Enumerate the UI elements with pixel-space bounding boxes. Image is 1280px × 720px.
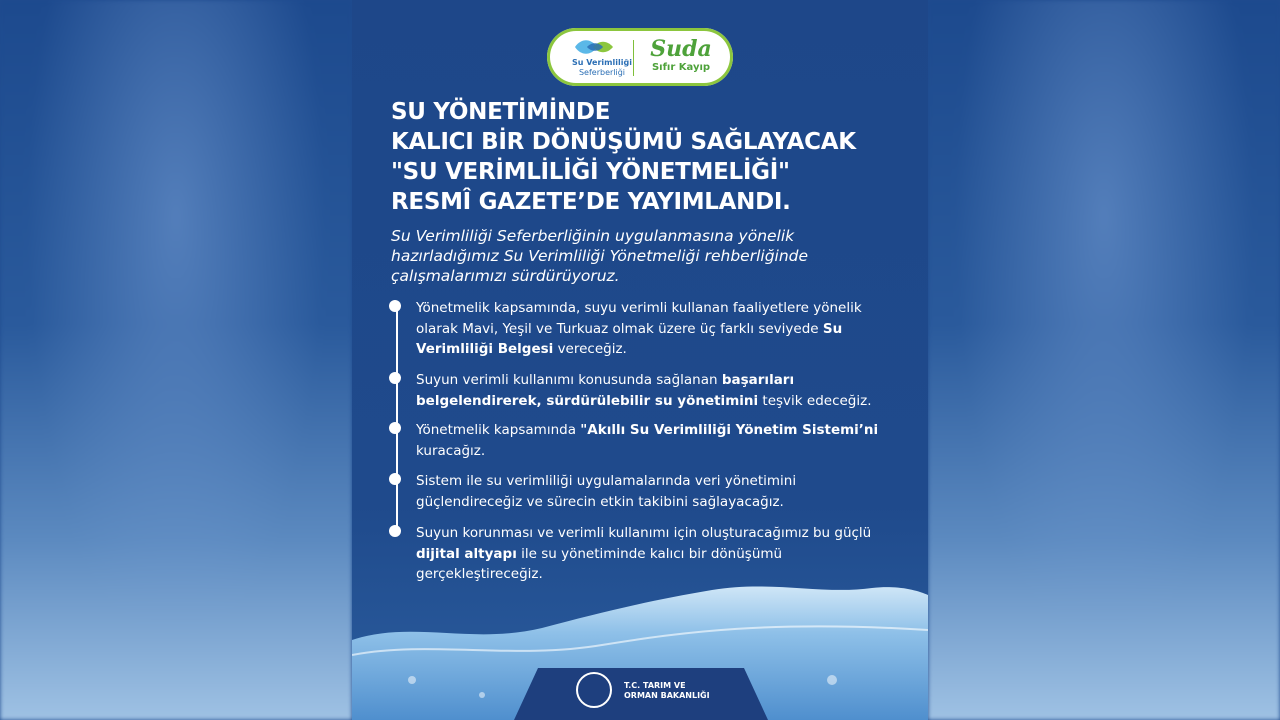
list-item-text (416, 300, 862, 357)
ministry-name (624, 681, 734, 701)
headline-line: RESMÎ GAZETE’DE YAYIMLANDI. (391, 189, 791, 215)
list-item (416, 370, 906, 411)
logo-suda: Suda (650, 36, 712, 62)
body-text: vereceğiz. (553, 341, 627, 357)
bullet-dot (389, 525, 401, 537)
list-item (416, 471, 906, 512)
emphasis-text: "Akıllı Su Verimliliği Yönetim Sistemi’ni (580, 422, 879, 438)
ministry-line2: ORMAN BAKANLIĞI (624, 691, 710, 700)
list-item-text (416, 422, 878, 459)
headline-line: SU YÖNETİMİNDE (391, 99, 611, 125)
body-text: teşvik edeceğiz. (758, 392, 872, 409)
campaign-logo (547, 28, 733, 86)
water-drop-logo-icon (573, 36, 615, 58)
body-text: kuracağız. (416, 442, 486, 459)
emphasis-text: dijital altyapı (416, 545, 517, 562)
logo-divider (633, 40, 634, 76)
subtitle (391, 226, 891, 286)
list-item-text (416, 372, 872, 409)
logo-sifir-kayip: Sıfır Kayıp (651, 62, 711, 73)
list-item (416, 298, 906, 360)
timeline-line (396, 304, 398, 534)
subtitle-line: Su Verimliliği Seferberliğinin uygulanmasına yönelik (391, 227, 795, 245)
emphasis-text: başarıları belgelendirerek, sürdürülebilir su yönetimini (416, 372, 795, 409)
subtitle-line: hazırladığımız Su Verimliliği Yönetmeliği rehberliğinde (391, 247, 809, 265)
body-text: ile su yönetiminde kalıcı bir dönüşümü gerçekleştireceğiz. (416, 545, 783, 582)
logo-campaign-name (567, 58, 637, 78)
headline-line: KALICI BİR DÖNÜŞÜMÜ SAĞLAYACAK (391, 129, 856, 155)
emphasis-text: Su Verimliliği Belgesi (416, 320, 843, 357)
logo-left-line1: Su Verimliliği (572, 58, 632, 67)
body-text: Yönetmelik kapsamında, suyu verimli kullanan faaliyetlere yönelik olarak Mavi, Yeşil ve Turkuaz olmak üzere üç farklı seviyede (416, 300, 862, 337)
list-item (416, 420, 906, 461)
list-item-text (416, 473, 796, 510)
logo-left-line2: Seferberliği (578, 68, 626, 77)
body-text: Suyun verimli kullanımı konusunda sağlanan (416, 372, 722, 388)
ministry-emblem-icon (576, 672, 612, 708)
subtitle-line: çalışmalarımızı sürdürüyoruz. (391, 267, 620, 285)
ministry-line1: T.C. TARIM VE (624, 681, 686, 690)
blurred-background-left (0, 0, 352, 720)
bullet-dot (389, 473, 401, 485)
body-text: Sistem ile su verimliliği uygulamalarında veri yönetimini güçlendireceğiz ve sürecin etkin takibini sağlayacağız. (416, 473, 797, 510)
headline-line: "SU VERİMLİLİĞİ YÖNETMELİĞİ" (391, 159, 790, 185)
headline (391, 97, 911, 217)
bullet-dot (389, 372, 401, 384)
bullet-dot (389, 422, 401, 434)
announcement-poster (352, 0, 928, 720)
blurred-background-right (928, 0, 1280, 720)
body-text: Yönetmelik kapsamında (416, 422, 581, 438)
body-text: Suyun korunması ve verimli kullanımı için oluşturacağımız bu güçlü (416, 525, 872, 541)
bullet-dot (389, 300, 401, 312)
